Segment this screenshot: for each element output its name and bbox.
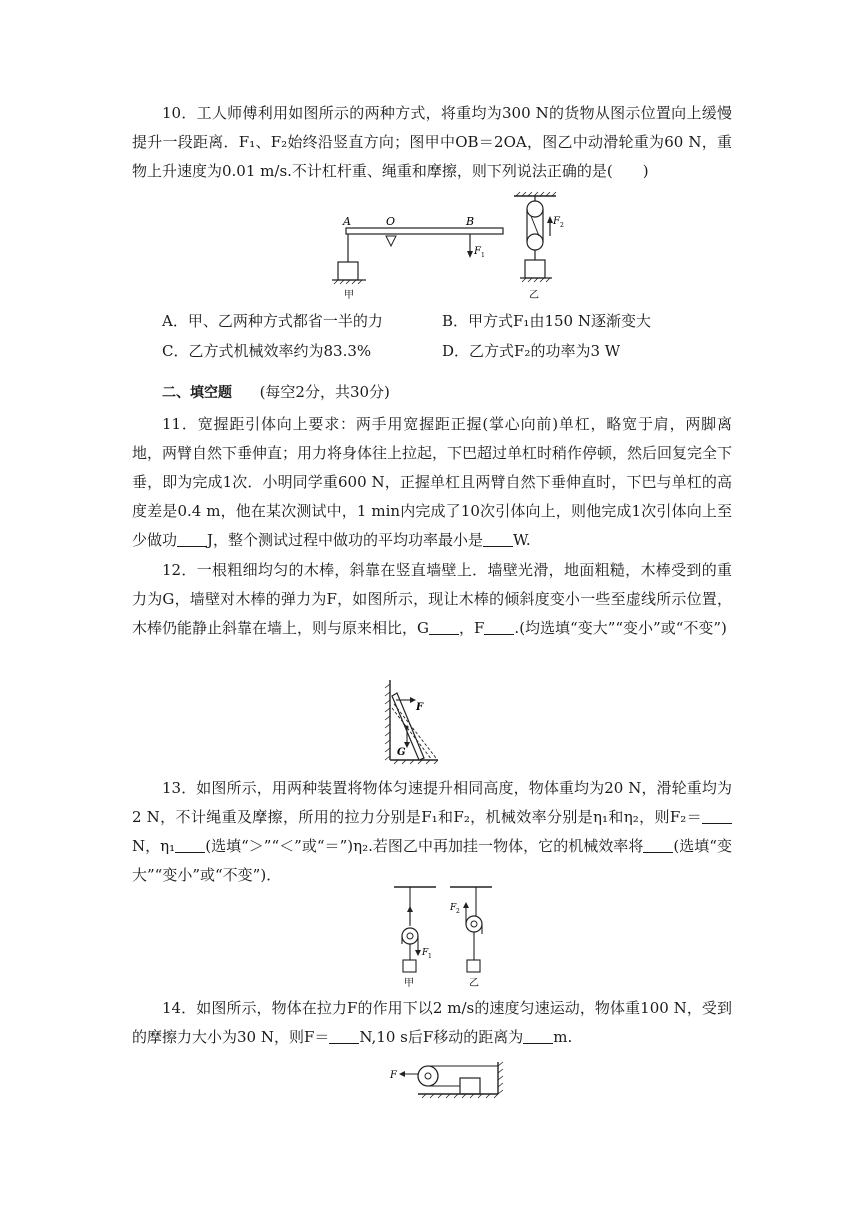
q11-part-3: W.	[513, 531, 531, 549]
q14-part-1: 14．如图所示，物体在拉力F的作用下以2 m/s的速度匀速运动，物体重100 N，受到的摩擦力大小为30 N，则F＝	[132, 999, 732, 1046]
answer-blank[interactable]	[702, 809, 732, 824]
q13-part-1: 13．如图所示，用两种装置将物体匀速提升相同高度，物体重均为20 N，滑轮重均为2 N，不计绳重及摩擦，所用的拉力分别是F₁和F₂，机械效率分别是η₁和η₂，则F₂＝	[132, 779, 732, 826]
answer-blank[interactable]	[429, 620, 459, 635]
figure-yi-label: 乙	[529, 290, 539, 301]
force-f-label: F	[416, 702, 424, 713]
q12-part-2: ，F	[459, 619, 485, 637]
q12-part-3: .(均选填“变大”“变小”或“不变”)	[514, 619, 727, 637]
point-o-label: O	[386, 215, 396, 228]
question-12-text	[132, 556, 732, 643]
question-11-text	[132, 410, 732, 555]
figure-jia-label: 甲	[344, 290, 354, 301]
force-f1-subscript: 1	[428, 953, 432, 960]
lever-figure-jia	[332, 215, 503, 301]
pulley-figure-jia	[394, 887, 436, 989]
q11-part-1: 11．宽握距引体向上要求：两手用宽握距正握(掌心向前)单杠，略宽于肩，两脚离地，两臂自然下垂伸直；用力将身体往上拉起，下巴超过单杠时稍作停顿，然后回复完全下垂，即为完成1次．小明同学重600 N，正握单杠且两臂自然下垂伸直时，下巴与单杠的高度差是0.4 m，他在某次测试中，1 min内完成了10次引体向上，则他完成1次引体向上至少做功	[132, 415, 733, 549]
figure-yi-label: 乙	[469, 978, 479, 989]
point-b-label: B	[466, 215, 475, 228]
answer-blank[interactable]	[177, 532, 207, 547]
force-f1-label: F	[422, 948, 429, 958]
answer-blank[interactable]	[175, 838, 205, 853]
answer-blank[interactable]	[484, 620, 514, 635]
question-14-figure	[388, 1060, 506, 1106]
q14-part-3: m.	[553, 1028, 573, 1046]
answer-blank[interactable]	[483, 532, 513, 547]
section-title: 二、填空题	[162, 385, 232, 401]
question-12-figure	[380, 676, 442, 768]
force-f2-label: F	[553, 216, 560, 227]
question-10-text: 10．工人师傅利用如图所示的两种方式，将重均为300 N的货物从图示位置向上缓慢提升一段距离．F₁、F₂始终沿竖直方向；图甲中OB＝2OA，图乙中动滑轮重为60 N，重物上升速度为0.01 m/s.不计杠杆重、绳重和摩擦，则下列说法正确的是( )	[132, 104, 732, 180]
figure-jia-label: 甲	[404, 978, 414, 989]
q11-part-2: J，整个测试过程中做功的平均功率最小是	[207, 531, 484, 549]
option-d: D．乙方式F₂的功率为3 W	[442, 342, 621, 360]
force-f2-subscript: 2	[456, 908, 460, 915]
option-a: A．甲、乙两种方式都省一半的力	[162, 312, 383, 330]
force-f1-subscript: 1	[481, 252, 485, 259]
option-c: C．乙方式机械效率约为83.3%	[162, 342, 372, 360]
pulley-figure-yi	[449, 887, 492, 989]
section-header	[162, 381, 390, 402]
question-13-figure	[392, 884, 496, 990]
force-f2-subscript: 2	[560, 222, 564, 229]
option-b: B．甲方式F₁由150 N逐渐变大	[442, 312, 651, 330]
answer-blank[interactable]	[523, 1029, 553, 1044]
q13-part-4: (选填“变大”“变小”或“不变”)．	[132, 837, 732, 884]
force-f2-label: F	[450, 903, 457, 913]
q13-part-2: N，η₁	[132, 837, 176, 855]
gravity-g-label: G	[397, 747, 406, 758]
force-f-label: F	[390, 1070, 397, 1081]
q14-part-2: N,10 s后F移动的距离为	[359, 1028, 524, 1046]
pulley-figure-yi	[514, 192, 564, 301]
section-note: (每空2分，共30分)	[259, 383, 390, 401]
force-f1-label: F	[474, 246, 481, 257]
point-a-label: A	[343, 215, 351, 228]
answer-blank[interactable]	[643, 838, 673, 853]
question-14-text	[132, 994, 732, 1052]
q12-part-1: 12．一根粗细均匀的木棒，斜靠在竖直墙壁上．墙壁光滑，地面粗糙，木棒受到的重力为G，墙壁对木棒的弹力为F，如图所示，现让木棒的倾斜度变小一些至虚线所示位置，木棒仍能静止斜靠在墙上，则与原来相比，G	[132, 561, 732, 637]
question-13-text	[132, 774, 732, 890]
answer-blank[interactable]	[329, 1029, 359, 1044]
question-10-figure	[330, 190, 570, 302]
q13-part-3: (选填“＞”“＜”或“＝”)η₂.若图乙中再加挂一物体，它的机械效率将	[205, 837, 644, 855]
